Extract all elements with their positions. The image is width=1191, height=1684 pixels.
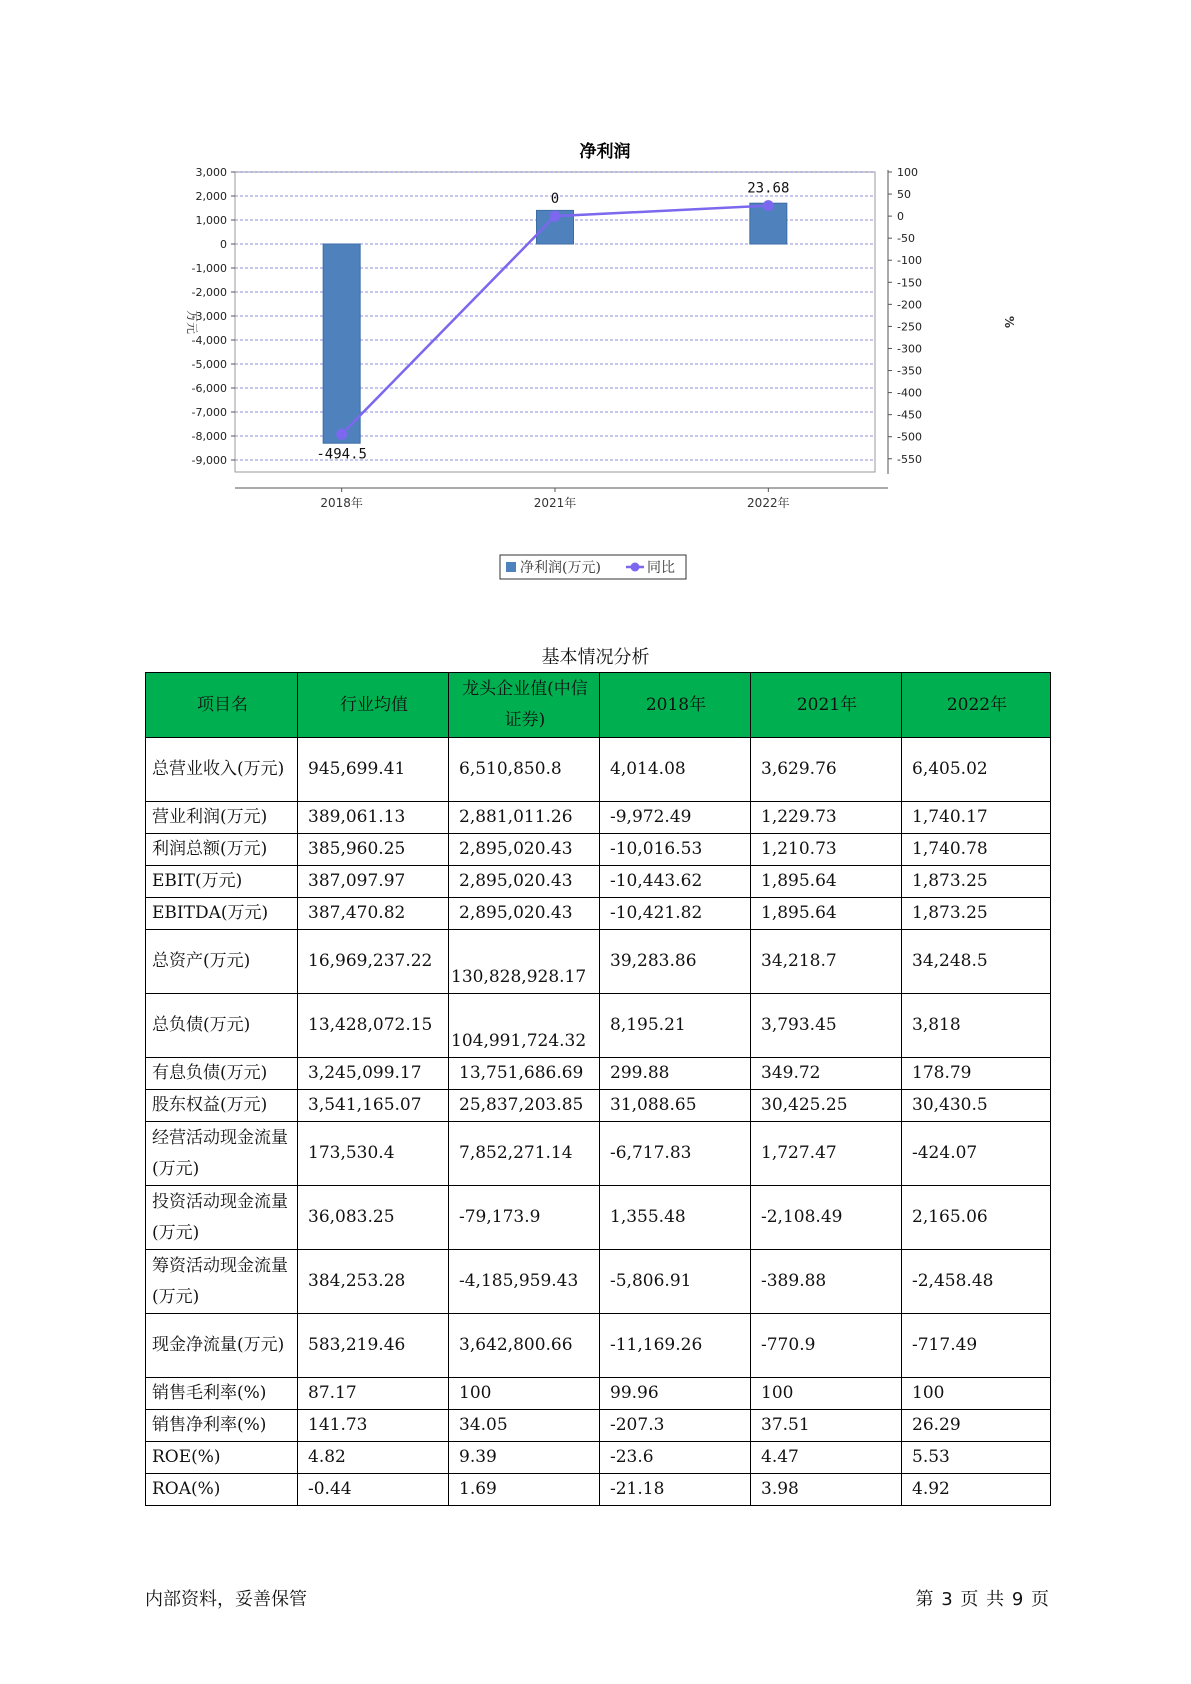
- table-cell: 1.69: [449, 1474, 600, 1506]
- table-cell: -389.88: [751, 1250, 902, 1314]
- table-cell: 387,470.82: [298, 898, 449, 930]
- table-cell: -770.9: [751, 1314, 902, 1378]
- row-label: 销售毛利率(%): [146, 1378, 298, 1410]
- table-cell: 1,740.78: [902, 834, 1051, 866]
- legend-label-yoy: 同比: [647, 560, 675, 576]
- table-row: [146, 1474, 1051, 1506]
- yoy-data-label: 23.68: [747, 180, 790, 197]
- table-cell: 9.39: [449, 1442, 600, 1474]
- table-cell: -0.44: [298, 1474, 449, 1506]
- table-caption: 基本情况分析: [541, 647, 650, 668]
- net-profit-chart: [160, 130, 1020, 600]
- table-cell: -23.6: [600, 1442, 751, 1474]
- table-cell: 1,873.25: [902, 866, 1051, 898]
- table-cell: -10,016.53: [600, 834, 751, 866]
- legend-swatch-bar: [506, 562, 516, 572]
- row-label: 有息负债(万元): [146, 1058, 298, 1090]
- table-cell: 3,245,099.17: [298, 1058, 449, 1090]
- y-tick-label-right: 100: [897, 166, 918, 179]
- column-header: 龙头企业值(中信证券): [449, 673, 600, 738]
- bar: [323, 244, 360, 443]
- table-cell: -11,169.26: [600, 1314, 751, 1378]
- y-tick-label-left: -6,000: [191, 382, 227, 395]
- table-cell: 34,218.7: [751, 930, 902, 994]
- yoy-point: [336, 429, 347, 440]
- table-cell: -424.07: [902, 1122, 1051, 1186]
- table-cell: 385,960.25: [298, 834, 449, 866]
- table-row: [146, 1186, 1051, 1250]
- table-cell: 4.92: [902, 1474, 1051, 1506]
- yoy-point: [550, 211, 561, 222]
- table-cell: 13,751,686.69: [449, 1058, 600, 1090]
- table-row: [146, 1250, 1051, 1314]
- table-cell: 3,818: [902, 994, 1051, 1058]
- footer-page-number: 第 3 页 共 9 页: [915, 1589, 1050, 1610]
- row-label: 投资活动现金流量(万元): [146, 1186, 298, 1250]
- y-tick-label-left: -9,000: [191, 454, 227, 467]
- table-row: [146, 1442, 1051, 1474]
- table-cell: -4,185,959.43: [449, 1250, 600, 1314]
- table-cell: 299.88: [600, 1058, 751, 1090]
- y-tick-label-right: -450: [897, 408, 922, 422]
- table-cell: -2,108.49: [751, 1186, 902, 1250]
- basic-analysis-table: [145, 672, 1051, 1506]
- column-header: 项目名: [146, 673, 298, 738]
- table-row: [146, 1378, 1051, 1410]
- row-label: 销售净利率(%): [146, 1410, 298, 1442]
- table-cell: 25,837,203.85: [449, 1090, 600, 1122]
- table-cell: 3,642,800.66: [449, 1314, 600, 1378]
- table-cell: 1,727.47: [751, 1122, 902, 1186]
- row-label: 股东权益(万元): [146, 1090, 298, 1122]
- table-cell: 4.47: [751, 1442, 902, 1474]
- table-cell: 16,969,237.22: [298, 930, 449, 994]
- y-tick-label-right: -250: [897, 320, 922, 334]
- row-label: 现金净流量(万元): [146, 1314, 298, 1378]
- x-tick-label: 2022年: [747, 496, 790, 510]
- table-cell: 100: [751, 1378, 902, 1410]
- row-label: EBITDA(万元): [146, 898, 298, 930]
- table-cell: 30,425.25: [751, 1090, 902, 1122]
- table-cell: -717.49: [902, 1314, 1051, 1378]
- table-cell: -2,458.48: [902, 1250, 1051, 1314]
- table-cell: 178.79: [902, 1058, 1051, 1090]
- table-cell: 37.51: [751, 1410, 902, 1442]
- y-tick-label-left: 3,000: [195, 166, 227, 179]
- table-cell: 34.05: [449, 1410, 600, 1442]
- table-cell: 583,219.46: [298, 1314, 449, 1378]
- table-cell: 13,428,072.15: [298, 994, 449, 1058]
- table-cell: 3,629.76: [751, 738, 902, 802]
- table-cell: 26.29: [902, 1410, 1051, 1442]
- x-tick-label: 2018年: [320, 496, 363, 510]
- table-cell: 3,541,165.07: [298, 1090, 449, 1122]
- table-cell: 1,210.73: [751, 834, 902, 866]
- chart-title: 净利润: [579, 142, 631, 161]
- y-tick-label-left: 1,000: [195, 214, 227, 227]
- y-tick-label-right: -50: [897, 232, 915, 246]
- table-cell: 3.98: [751, 1474, 902, 1506]
- table-cell: 5.53: [902, 1442, 1051, 1474]
- footer-confidential: 内部资料，妥善保管: [145, 1589, 307, 1610]
- table-cell: 3,793.45: [751, 994, 902, 1058]
- row-label: ROE(%): [146, 1442, 298, 1474]
- table-cell: 87.17: [298, 1378, 449, 1410]
- table-cell: 384,253.28: [298, 1250, 449, 1314]
- table-cell: 141.73: [298, 1410, 449, 1442]
- table-cell: 4,014.08: [600, 738, 751, 802]
- column-header: 2022年: [902, 673, 1051, 738]
- table-cell: 349.72: [751, 1058, 902, 1090]
- y-axis-title-right: %: [1002, 315, 1016, 329]
- y-tick-label-left: 2,000: [195, 190, 227, 203]
- y-tick-label-right: -300: [897, 342, 922, 356]
- column-header: 2021年: [751, 673, 902, 738]
- table-cell: 130,828,928.17: [449, 930, 600, 994]
- table-cell: -6,717.83: [600, 1122, 751, 1186]
- y-tick-label-right: -500: [897, 430, 922, 444]
- table-cell: 2,895,020.43: [449, 866, 600, 898]
- table-row: [146, 866, 1051, 898]
- table-cell: -79,173.9: [449, 1186, 600, 1250]
- row-label: 总资产(万元): [146, 930, 298, 994]
- y-tick-label-right: -100: [897, 254, 922, 268]
- table-row: [146, 738, 1051, 802]
- table-cell: 2,165.06: [902, 1186, 1051, 1250]
- table-cell: 30,430.5: [902, 1090, 1051, 1122]
- y-tick-label-right: 0: [897, 210, 904, 224]
- y-tick-label-right: -400: [897, 386, 922, 400]
- legend-swatch-point: [631, 563, 640, 572]
- table-cell: -9,972.49: [600, 802, 751, 834]
- y-tick-label-left: -7,000: [191, 406, 227, 419]
- table-row: [146, 834, 1051, 866]
- y-tick-label-left: 0: [220, 238, 227, 251]
- table-row: [146, 1314, 1051, 1378]
- table-cell: 2,881,011.26: [449, 802, 600, 834]
- y-tick-label-right: -350: [897, 364, 922, 378]
- table-row: [146, 930, 1051, 994]
- table-cell: 39,283.86: [600, 930, 751, 994]
- table-cell: 945,699.41: [298, 738, 449, 802]
- table-row: [146, 1410, 1051, 1442]
- row-label: ROA(%): [146, 1474, 298, 1506]
- table-row: [146, 1090, 1051, 1122]
- table-cell: -5,806.91: [600, 1250, 751, 1314]
- row-label: 总负债(万元): [146, 994, 298, 1058]
- table-cell: 6,405.02: [902, 738, 1051, 802]
- row-label: 筹资活动现金流量(万元): [146, 1250, 298, 1314]
- table-cell: 100: [449, 1378, 600, 1410]
- y-tick-label-left: -5,000: [191, 358, 227, 371]
- y-tick-label-right: -200: [897, 298, 922, 312]
- table-row: [146, 994, 1051, 1058]
- yoy-data-label: -494.5: [316, 446, 367, 463]
- row-label: 利润总额(万元): [146, 834, 298, 866]
- table-cell: -207.3: [600, 1410, 751, 1442]
- table-row: [146, 802, 1051, 834]
- table-cell: -10,421.82: [600, 898, 751, 930]
- table-cell: 389,061.13: [298, 802, 449, 834]
- column-header: 行业均值: [298, 673, 449, 738]
- table-cell: 31,088.65: [600, 1090, 751, 1122]
- y-tick-label-right: 50: [897, 188, 911, 202]
- row-label: EBIT(万元): [146, 866, 298, 898]
- y-axis-title-left: 万元: [185, 309, 199, 335]
- table-cell: 1,873.25: [902, 898, 1051, 930]
- table-row: [146, 898, 1051, 930]
- yoy-point: [763, 200, 774, 211]
- table-cell: 173,530.4: [298, 1122, 449, 1186]
- table-cell: 1,355.48: [600, 1186, 751, 1250]
- table-cell: 99.96: [600, 1378, 751, 1410]
- table-cell: 7,852,271.14: [449, 1122, 600, 1186]
- table-cell: -10,443.62: [600, 866, 751, 898]
- table-cell: 1,229.73: [751, 802, 902, 834]
- column-header: 2018年: [600, 673, 751, 738]
- table-cell: 2,895,020.43: [449, 834, 600, 866]
- table-cell: 1,895.64: [751, 898, 902, 930]
- table-header-row: [146, 673, 1051, 738]
- y-tick-label-left: -3,000: [191, 310, 227, 323]
- y-tick-label-right: -550: [897, 452, 922, 466]
- table-cell: 1,740.17: [902, 802, 1051, 834]
- y-tick-label-left: -2,000: [191, 286, 227, 299]
- table-cell: 34,248.5: [902, 930, 1051, 994]
- x-tick-label: 2021年: [533, 496, 577, 510]
- y-tick-label-right: -150: [897, 276, 922, 290]
- table-row: [146, 1058, 1051, 1090]
- yoy-data-label: 0: [550, 191, 560, 208]
- legend-label-net-profit: 净利润(万元): [520, 560, 601, 576]
- table-cell: 8,195.21: [600, 994, 751, 1058]
- row-label: 经营活动现金流量(万元): [146, 1122, 298, 1186]
- table-cell: 387,097.97: [298, 866, 449, 898]
- row-label: 总营业收入(万元): [146, 738, 298, 802]
- table-cell: 1,895.64: [751, 866, 902, 898]
- table-row: [146, 1122, 1051, 1186]
- y-tick-label-left: -1,000: [191, 262, 227, 275]
- table-cell: 100: [902, 1378, 1051, 1410]
- table-cell: 2,895,020.43: [449, 898, 600, 930]
- y-tick-label-left: -4,000: [191, 334, 227, 347]
- table-cell: 36,083.25: [298, 1186, 449, 1250]
- row-label: 营业利润(万元): [146, 802, 298, 834]
- table-cell: 4.82: [298, 1442, 449, 1474]
- y-tick-label-left: -8,000: [191, 430, 227, 443]
- table-cell: 104,991,724.32: [449, 994, 600, 1058]
- table-cell: 6,510,850.8: [449, 738, 600, 802]
- table-cell: -21.18: [600, 1474, 751, 1506]
